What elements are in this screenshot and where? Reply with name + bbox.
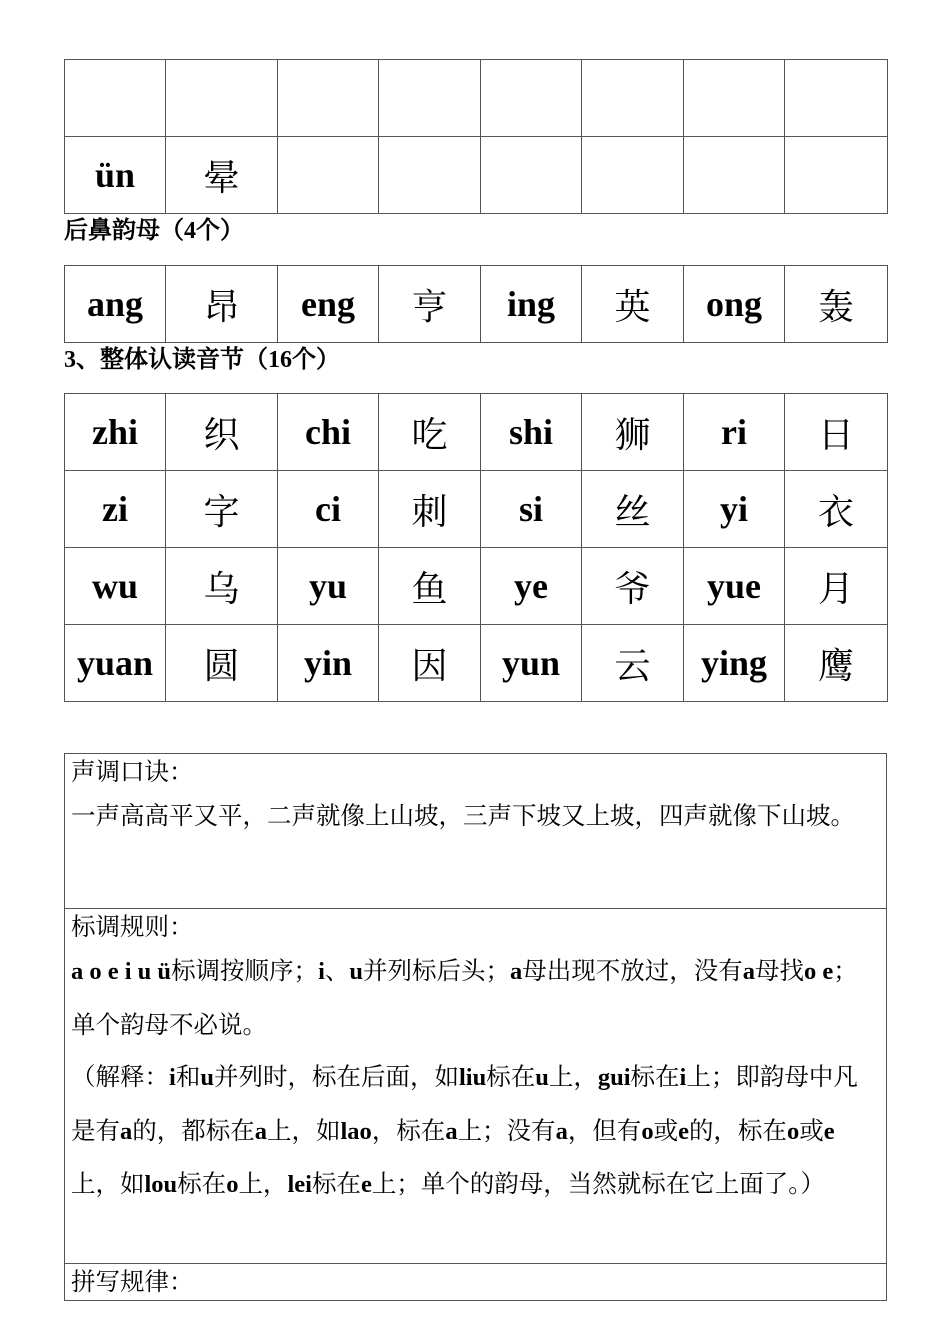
hanzi-cell: 云	[582, 625, 684, 702]
tone-rule-title: 标调规则：	[71, 912, 194, 941]
pinyin-cell: ün	[65, 137, 166, 214]
table-row	[65, 266, 888, 343]
pinyin-cell	[684, 137, 785, 214]
pinyin-cell: chi	[278, 394, 379, 471]
pinyin-cell	[65, 60, 166, 137]
pinyin-cell: ying	[684, 625, 785, 702]
hanzi-cell: 晕	[166, 137, 278, 214]
pinyin-cell: yun	[481, 625, 582, 702]
hanzi-cell: 日	[785, 394, 888, 471]
pinyin-cell	[481, 137, 582, 214]
hanzi-cell	[785, 60, 888, 137]
pinyin-cell: ing	[481, 266, 582, 343]
pinyin-cell: ye	[481, 548, 582, 625]
pinyin-cell: yu	[278, 548, 379, 625]
table-row	[65, 394, 888, 471]
hanzi-cell	[379, 60, 481, 137]
hanzi-cell: 因	[379, 625, 481, 702]
finals-table-continued	[64, 59, 888, 214]
table-row	[65, 137, 888, 214]
table-row	[65, 548, 888, 625]
heading-number: 3	[64, 347, 76, 373]
hanzi-cell	[166, 60, 278, 137]
heading-text: 后鼻韵母（	[64, 215, 184, 244]
hanzi-cell: 丝	[582, 471, 684, 548]
pinyin-cell: ci	[278, 471, 379, 548]
heading-suffix: 个）	[196, 215, 244, 244]
pinyin-cell: ang	[65, 266, 166, 343]
heading-suffix: 个）	[292, 344, 340, 373]
pinyin-cell: si	[481, 471, 582, 548]
pinyin-cell	[684, 60, 785, 137]
tone-rule-explanation: （解释：i和u并列时，标在后面，如liu标在u上，gui标在i上；即韵母中凡是有a的，都标在a上，如lao，标在a上；没有a，但有o或e的，标在o或e上，如lou标在o上，lei标在e上；单个的韵母，当然就标在它上面了。）	[71, 1062, 858, 1198]
whole-syllables-heading	[64, 343, 340, 376]
table-row	[65, 471, 888, 548]
tone-rhyme-cell	[65, 754, 887, 909]
tone-rhyme-title: 声调口诀：	[71, 757, 194, 786]
pinyin-cell	[278, 60, 379, 137]
whole-syllables-table	[64, 393, 888, 702]
pinyin-cell: zhi	[65, 394, 166, 471]
back-nasal-heading	[64, 214, 244, 247]
pinyin-cell: wu	[65, 548, 166, 625]
pinyin-cell: shi	[481, 394, 582, 471]
tone-rule-text: a o e i u ü标调按顺序；i、u并列标后头；a母出现不放过，没有a母找o e；单个韵母不必说。	[71, 956, 858, 1039]
table-row	[65, 60, 888, 137]
pinyin-cell: zi	[65, 471, 166, 548]
hanzi-cell: 圆	[166, 625, 278, 702]
spelling-rule-cell	[65, 1264, 887, 1301]
hanzi-cell: 织	[166, 394, 278, 471]
hanzi-cell: 爷	[582, 548, 684, 625]
hanzi-cell: 衣	[785, 471, 888, 548]
hanzi-cell	[379, 137, 481, 214]
heading-count: 4	[184, 218, 196, 244]
pinyin-cell: yin	[278, 625, 379, 702]
hanzi-cell	[582, 137, 684, 214]
hanzi-cell: 字	[166, 471, 278, 548]
hanzi-cell: 刺	[379, 471, 481, 548]
hanzi-cell: 乌	[166, 548, 278, 625]
pinyin-cell	[278, 137, 379, 214]
hanzi-cell: 月	[785, 548, 888, 625]
pinyin-cell: ong	[684, 266, 785, 343]
table-row	[65, 625, 888, 702]
notes-box	[64, 753, 887, 1301]
heading-text: 、整体认读音节（	[76, 344, 268, 373]
hanzi-cell: 英	[582, 266, 684, 343]
hanzi-cell: 吃	[379, 394, 481, 471]
pinyin-cell: yuan	[65, 625, 166, 702]
hanzi-cell	[582, 60, 684, 137]
hanzi-cell: 昂	[166, 266, 278, 343]
pinyin-cell: yue	[684, 548, 785, 625]
tone-rule-cell	[65, 909, 887, 1264]
hanzi-cell: 亨	[379, 266, 481, 343]
pinyin-cell: yi	[684, 471, 785, 548]
tone-rhyme-text: 一声高高平又平，二声就像上山坡，三声下坡又上坡，四声就像下山坡。	[71, 801, 855, 830]
hanzi-cell: 轰	[785, 266, 888, 343]
heading-count: 16	[268, 347, 292, 373]
pinyin-cell: ri	[684, 394, 785, 471]
hanzi-cell: 鱼	[379, 548, 481, 625]
back-nasal-table	[64, 265, 888, 343]
pinyin-cell: eng	[278, 266, 379, 343]
hanzi-cell: 狮	[582, 394, 684, 471]
spelling-rule-title: 拼写规律：	[71, 1267, 194, 1296]
hanzi-cell: 鹰	[785, 625, 888, 702]
hanzi-cell	[785, 137, 888, 214]
pinyin-cell	[481, 60, 582, 137]
